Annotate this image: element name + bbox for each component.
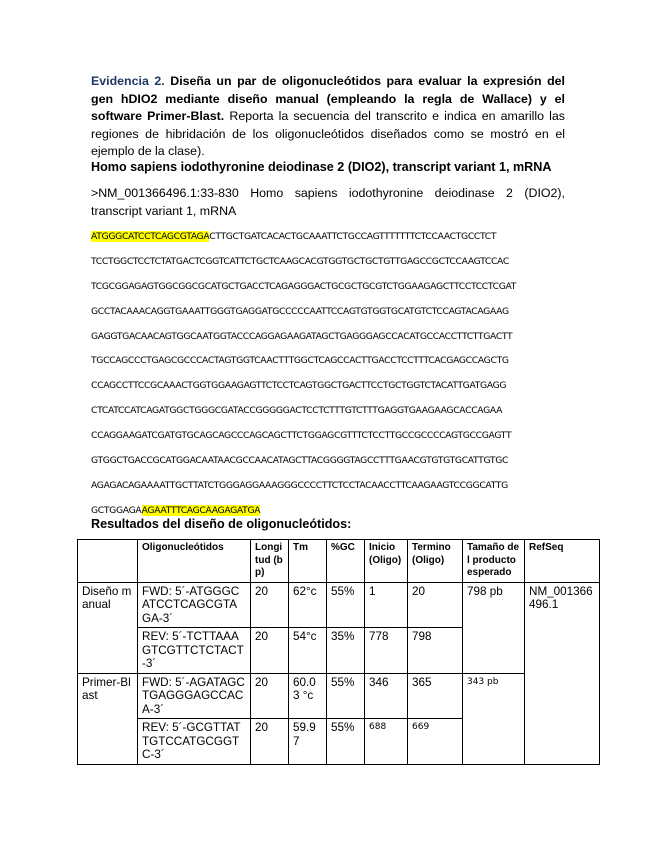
header-cell-end: Termino (Oligo) bbox=[408, 540, 463, 583]
sequence-line: CTCATCCATCAGATGGCTGGGCGATACCGGGGGACTCCTCTTTGTCTTTGAGGTGAAGAAGCACCAGAA bbox=[91, 405, 503, 417]
oligo-cell: REV: 5´-GCGTTATTGTCCATGCGGTC-3´ bbox=[138, 719, 251, 765]
header-cell-gc: %GC bbox=[327, 540, 365, 583]
header-cell-method bbox=[78, 540, 138, 583]
product-size-cell: 798 pb bbox=[463, 582, 525, 673]
length-cell: 20 bbox=[251, 673, 289, 719]
length-cell: 20 bbox=[251, 628, 289, 674]
sequence-line: GAGGTGACAACAGTGGCAATGGTACCCAGGAGAAGATAGCTGAGGGAGCCACATGCCACCTTCTTGACTT bbox=[91, 330, 513, 342]
gc-cell: 35% bbox=[327, 628, 365, 674]
start-cell: 688 bbox=[365, 719, 408, 765]
length-cell: 20 bbox=[251, 582, 289, 628]
length-cell: 20 bbox=[251, 719, 289, 765]
end-cell: 669 bbox=[408, 719, 463, 765]
sequence-line: TGCCAGCCCTGAGCGCCCACTAGTGGTCAACTTTGGCTCAGCCACTTGACCTCCTTTCACGAGCCAGCTG bbox=[91, 355, 509, 367]
tm-cell: 60.03 °c bbox=[289, 673, 327, 719]
reverse-primer-highlight: AGAATTTCAGCAAGAGATGA bbox=[141, 504, 261, 516]
oligo-cell: REV: 5´-TCTTAAAGTCGTTCTCTACT -3´ bbox=[138, 628, 251, 674]
header-cell-start: Inicio (Oligo) bbox=[365, 540, 408, 583]
sequence-text: GCTGGAGA bbox=[91, 504, 142, 516]
results-title: Resultados del diseño de oligonucleótidos: bbox=[91, 517, 352, 531]
method-cell: Primer-Blast bbox=[78, 673, 138, 764]
header-cell-product-size: Tamaño del producto esperado bbox=[463, 540, 525, 583]
refseq-cell: NM_001366496.1 bbox=[525, 582, 600, 764]
start-cell: 778 bbox=[365, 628, 408, 674]
header-cell-length: Longitud (bp) bbox=[251, 540, 289, 583]
sequence-line: AGAGACAGAAAATTGCTTATCTGGGAGGAAAGGGCCCCTTCTCCTACAACCTTCAAGAAGTCCGGCATTG bbox=[91, 479, 508, 491]
table-row bbox=[78, 582, 600, 628]
start-cell: 346 bbox=[365, 673, 408, 719]
tm-cell: 54°c bbox=[289, 628, 327, 674]
oligo-cell: FWD: 5´-ATGGGCATCCTCAGCGTAGA-3´ bbox=[138, 582, 251, 628]
start-cell: 1 bbox=[365, 582, 408, 628]
sequence-line: CCAGCCTTCCGCAAACTGGTGGAAGAGTTCTCCTCAGTGGCTGACTTCCTGCTGGTCTACATTGATGAGG bbox=[91, 380, 507, 392]
forward-primer-highlight: ATGGGCATCCTCAGCGTAGA bbox=[91, 231, 210, 242]
evidence-paragraph bbox=[91, 73, 565, 161]
transcript-sequence bbox=[91, 228, 571, 527]
fasta-header bbox=[91, 185, 565, 220]
tm-cell: 62°c bbox=[289, 582, 327, 628]
gc-cell: 55% bbox=[327, 719, 365, 765]
header-cell-refseq: RefSeq bbox=[525, 540, 600, 583]
gc-cell: 55% bbox=[327, 582, 365, 628]
product-size-cell: 343 pb bbox=[463, 673, 525, 764]
sequence-line: TCCTGGCTCCTCTATGACTCGGTCATTCTGCTCAAGCACGTGGTGCTGCTGTTGAGCCGCTCCAAGTCCAC bbox=[91, 255, 509, 267]
evidence-instruction: Diseña un par de oligonucleótidos para evaluar la expresión del gen hDIO2 mediante diseño manual (empleando la regla de Wallace) y el software Primer-Blast. bbox=[91, 74, 565, 123]
sequence-line: TCGCGGAGAGTGGCGGCGCATGCTGACCTCAGAGGGACTGCGCTGCGTCTGGAAGAGCTTCCTCCTCGAT bbox=[91, 280, 517, 292]
sequence-line: GCCTACAAACAGGTGAAATTGGGTGAGGATGCCCCCAATTCCAGTGTGGTGCATGTCTCCAGTACAGAAG bbox=[91, 305, 509, 317]
sequence-text: CTTGCTGATCACACTGCAAATTCTGCCAGTTTTTTTCTCCAACTGCCTCT bbox=[209, 231, 497, 242]
sequence-line: GTGGCTGACCGCATGGACAATAACGCCAACATAGCTTACGGGGTAGCCTTTGAACGTGTGTGCATTGTGC bbox=[91, 455, 509, 467]
gc-cell: 55% bbox=[327, 673, 365, 719]
oligo-cell: FWD: 5´-AGATAGCTGAGGGAGCCACA-3´ bbox=[138, 673, 251, 719]
evidence-note: Reporta la secuencia del transcrito e indica en amarillo las regiones de hibridación de los oligonucleótidos diseñados como se mostró en el ejemplo de la clase). bbox=[91, 109, 565, 158]
evidence-label: Evidencia 2. bbox=[91, 74, 165, 88]
sequence-line: CCAGGAAGATCGATGTGCAGCAGCCCAGCAGCTTCTGGAGCGTTTCTCCTTGCCGCCCCAGTGCCGAGTT bbox=[91, 430, 512, 442]
tm-cell: 59.97 bbox=[289, 719, 327, 765]
sequence-line bbox=[91, 228, 571, 253]
method-cell: Diseño manual bbox=[78, 582, 138, 673]
end-cell: 20 bbox=[408, 582, 463, 628]
results-table bbox=[77, 539, 600, 765]
header-cell-oligos: Oligonucleótidos bbox=[138, 540, 251, 583]
header-cell-tm: Tm bbox=[289, 540, 327, 583]
table-header-row bbox=[78, 540, 600, 583]
fasta-header-line-1: >NM_001366496.1:33-830 Homo sapiens iodothyronine deiodinase 2 (DIO2), bbox=[91, 186, 565, 200]
gene-title: Homo sapiens iodothyronine deiodinase 2 (DIO2), transcript variant 1, mRNA bbox=[91, 160, 552, 174]
end-cell: 798 bbox=[408, 628, 463, 674]
fasta-header-line-2: transcript variant 1, mRNA bbox=[91, 203, 237, 218]
end-cell: 365 bbox=[408, 673, 463, 719]
table-row bbox=[78, 673, 600, 719]
